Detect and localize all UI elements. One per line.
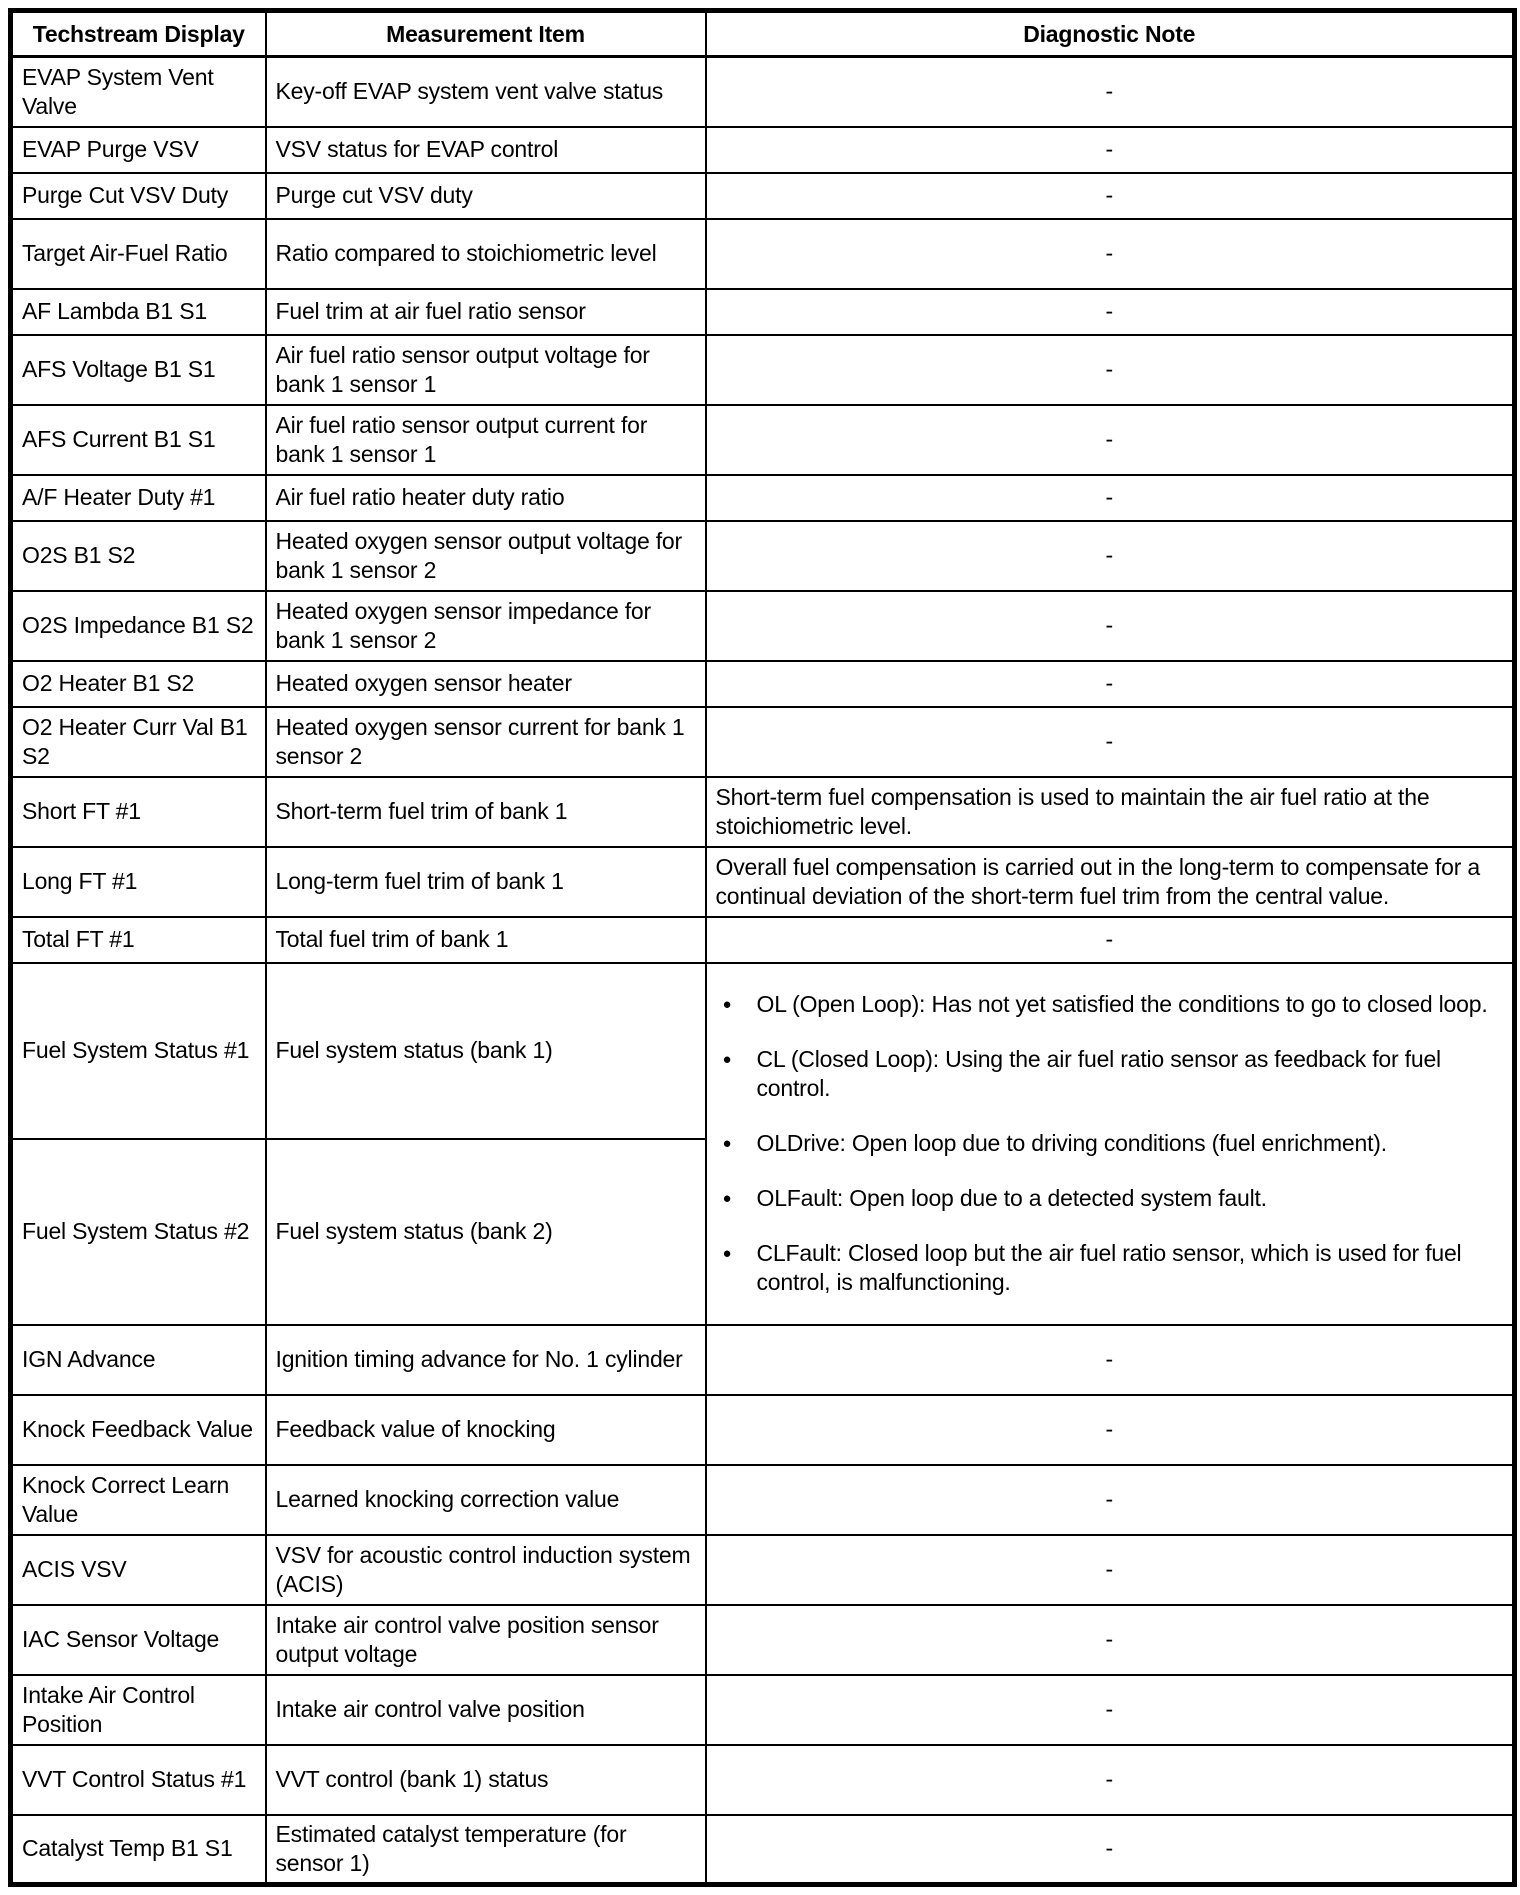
bullet-item [716,1129,1504,1158]
bullet-list [716,986,1504,1301]
cell-display: Total FT #1 [11,917,266,963]
cell-display: O2S Impedance B1 S2 [11,591,266,661]
table-row [11,963,1515,1139]
cell-note: - [706,1325,1515,1395]
table-row [11,777,1515,847]
table-row [11,1465,1515,1535]
table-row [11,173,1515,219]
table-row [11,335,1515,405]
cell-note-fuel-system-status [706,963,1515,1325]
cell-note: - [706,1815,1515,1885]
bullet-icon [716,990,757,1019]
bullet-item [716,1184,1504,1213]
cell-note: - [706,405,1515,475]
table-row [11,1745,1515,1815]
cell-note: - [706,219,1515,289]
bullet-text: OLDrive: Open loop due to driving conditions (fuel enrichment). [756,1130,1387,1156]
table-row [11,591,1515,661]
cell-item: Intake air control valve position sensor output voltage [266,1605,706,1675]
cell-note: - [706,1465,1515,1535]
cell-item: VVT control (bank 1) status [266,1745,706,1815]
cell-display: Intake Air Control Position [11,1675,266,1745]
cell-item: Fuel system status (bank 2) [266,1139,706,1325]
cell-item: Heated oxygen sensor output voltage for bank 1 sensor 2 [266,521,706,591]
cell-note: Overall fuel compensation is carried out in the long-term to compensate for a continual deviation of the short-term fuel trim from the central value. [706,847,1515,917]
col-header-techstream-display: Techstream Display [11,11,266,57]
cell-display: AFS Current B1 S1 [11,405,266,475]
cell-note: - [706,707,1515,777]
bullet-text: CLFault: Closed loop but the air fuel ratio sensor, which is used for fuel control, is malfunctioning. [756,1240,1462,1295]
cell-note: - [706,475,1515,521]
cell-item: Ratio compared to stoichiometric level [266,219,706,289]
bullet-icon [716,1045,757,1074]
cell-display: O2 Heater B1 S2 [11,661,266,707]
cell-display: VVT Control Status #1 [11,1745,266,1815]
bullet-item [716,1045,1504,1103]
cell-display: O2S B1 S2 [11,521,266,591]
table-row [11,1675,1515,1745]
table-row [11,1395,1515,1465]
cell-item: Learned knocking correction value [266,1465,706,1535]
cell-item: Air fuel ratio heater duty ratio [266,475,706,521]
cell-display: Catalyst Temp B1 S1 [11,1815,266,1885]
cell-note: - [706,521,1515,591]
cell-display: ACIS VSV [11,1535,266,1605]
bullet-text: OLFault: Open loop due to a detected system fault. [756,1185,1267,1211]
cell-display: IAC Sensor Voltage [11,1605,266,1675]
cell-note: - [706,127,1515,173]
cell-item: Short-term fuel trim of bank 1 [266,777,706,847]
cell-note: - [706,1535,1515,1605]
cell-note: Short-term fuel compensation is used to maintain the air fuel ratio at the stoichiometric level. [706,777,1515,847]
table-row [11,1325,1515,1395]
cell-note: - [706,1745,1515,1815]
bullet-icon [716,1129,757,1158]
table-row [11,1535,1515,1605]
cell-display: A/F Heater Duty #1 [11,475,266,521]
cell-note: - [706,1675,1515,1745]
cell-note: - [706,1395,1515,1465]
table-row [11,661,1515,707]
cell-display: AFS Voltage B1 S1 [11,335,266,405]
cell-display: EVAP System Vent Valve [11,57,266,127]
cell-display: Long FT #1 [11,847,266,917]
table-row [11,1605,1515,1675]
table-row [11,127,1515,173]
cell-item: Key-off EVAP system vent valve status [266,57,706,127]
cell-display: AF Lambda B1 S1 [11,289,266,335]
cell-item: Air fuel ratio sensor output current for bank 1 sensor 1 [266,405,706,475]
cell-item: Heated oxygen sensor current for bank 1 sensor 2 [266,707,706,777]
table-row [11,847,1515,917]
cell-display: Short FT #1 [11,777,266,847]
col-header-measurement-item: Measurement Item [266,11,706,57]
cell-item: Intake air control valve position [266,1675,706,1745]
cell-item: Purge cut VSV duty [266,173,706,219]
cell-item: Long-term fuel trim of bank 1 [266,847,706,917]
bullet-icon [716,1239,757,1268]
table-row [11,405,1515,475]
cell-item: Estimated catalyst temperature (for sensor 1) [266,1815,706,1885]
cell-note: - [706,1605,1515,1675]
table-row [11,475,1515,521]
cell-note: - [706,289,1515,335]
cell-item: Fuel trim at air fuel ratio sensor [266,289,706,335]
cell-note: - [706,661,1515,707]
col-header-diagnostic-note: Diagnostic Note [706,11,1515,57]
cell-note: - [706,917,1515,963]
cell-item: Feedback value of knocking [266,1395,706,1465]
bullet-text: CL (Closed Loop): Using the air fuel ratio sensor as feedback for fuel control. [756,1046,1441,1101]
cell-note: - [706,57,1515,127]
cell-item: Heated oxygen sensor heater [266,661,706,707]
cell-item: VSV for acoustic control induction system (ACIS) [266,1535,706,1605]
cell-display: IGN Advance [11,1325,266,1395]
cell-item: Fuel system status (bank 1) [266,963,706,1139]
bullet-item [716,990,1504,1019]
table-row [11,917,1515,963]
cell-display: Target Air-Fuel Ratio [11,219,266,289]
cell-display: Knock Correct Learn Value [11,1465,266,1535]
cell-item: Ignition timing advance for No. 1 cylinder [266,1325,706,1395]
cell-item: VSV status for EVAP control [266,127,706,173]
cell-display: Fuel System Status #1 [11,963,266,1139]
bullet-icon [716,1184,757,1213]
cell-display: O2 Heater Curr Val B1 S2 [11,707,266,777]
cell-item: Air fuel ratio sensor output voltage for bank 1 sensor 1 [266,335,706,405]
table-header [11,11,1515,57]
cell-note: - [706,591,1515,661]
table-row [11,1815,1515,1885]
cell-note: - [706,335,1515,405]
cell-display: Knock Feedback Value [11,1395,266,1465]
cell-item: Total fuel trim of bank 1 [266,917,706,963]
table-row [11,707,1515,777]
bullet-item [716,1239,1504,1297]
table-body [11,57,1515,1885]
table-row [11,219,1515,289]
cell-display: Fuel System Status #2 [11,1139,266,1325]
cell-display: Purge Cut VSV Duty [11,173,266,219]
cell-note: - [706,173,1515,219]
table-row [11,521,1515,591]
header-row [11,11,1515,57]
cell-item: Heated oxygen sensor impedance for bank 1 sensor 2 [266,591,706,661]
bullet-text: OL (Open Loop): Has not yet satisfied the conditions to go to closed loop. [756,991,1488,1017]
diagnostic-table [8,8,1517,1887]
table-row [11,289,1515,335]
table-row [11,57,1515,127]
cell-display: EVAP Purge VSV [11,127,266,173]
